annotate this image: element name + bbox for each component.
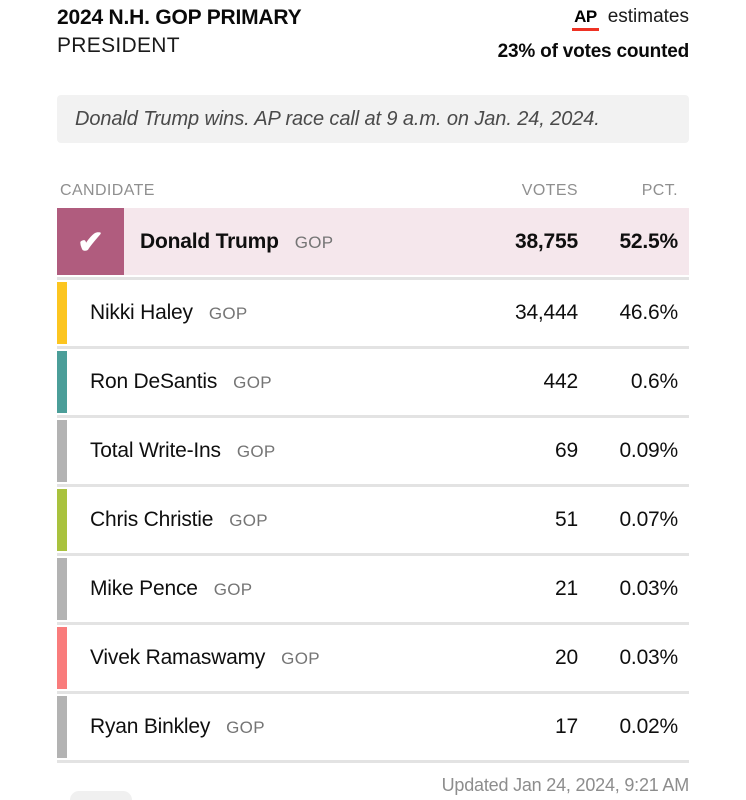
column-header-candidate: CANDIDATE [60,182,155,199]
votes-value: 17 [555,715,578,738]
pct-value: 0.03% [619,577,678,600]
table-row [57,558,689,620]
cutoff-legend-element [70,791,132,800]
check-icon: ✔ [77,223,104,260]
header [57,4,689,63]
table-row [57,627,689,689]
party-label: GOP [226,718,265,737]
race-call-banner [57,95,689,143]
race-title: 2024 N.H. GOP PRIMARY [57,6,302,29]
pct-value: 0.02% [619,715,678,738]
votes-counted-label: 23% of votes counted [497,41,689,62]
party-label: GOP [281,649,320,668]
table-row [57,696,689,758]
candidate-cell [57,577,458,601]
row-divider [57,622,689,625]
candidate-color-bar [57,351,67,413]
header-right [498,4,689,63]
candidate-cell [57,508,458,532]
candidate-cell [57,715,458,739]
row-divider [57,277,689,280]
column-header-votes: VOTES [521,182,578,199]
pct-value: 0.07% [619,508,678,531]
table-row [57,208,689,275]
votes-value: 21 [555,577,578,600]
pct-value: 0.6% [630,370,678,393]
updated-timestamp: Updated Jan 24, 2024, 9:21 AM [441,775,689,795]
table-header [57,181,689,201]
ap-estimates-line [498,6,689,31]
row-divider [57,346,689,349]
race-call-text: Donald Trump wins. AP race call at 9 a.m. on Jan. 24, 2024. [75,107,600,130]
pct-value: 52.5% [619,229,678,253]
candidate-name: Ryan Binkley [90,715,211,738]
candidate-color-bar [57,282,67,344]
candidate-cell [57,439,458,463]
party-label: GOP [294,232,334,252]
votes-value: 34,444 [514,301,578,324]
row-divider [57,691,689,694]
table-row [57,282,689,344]
candidate-name: Nikki Haley [90,301,193,324]
candidate-color-bar [57,489,67,551]
candidate-cell [57,646,458,670]
pct-value: 0.09% [619,439,678,462]
results-table-body [57,208,689,763]
column-header-pct: PCT. [641,182,678,199]
table-row [57,351,689,413]
row-divider [57,415,689,418]
candidate-color-bar [57,420,67,482]
row-divider [57,553,689,556]
candidate-name: Chris Christie [90,508,214,531]
title-block [57,4,301,60]
candidate-name: Vivek Ramaswamy [90,646,266,669]
table-row [57,489,689,551]
winner-check-square [57,208,124,275]
table-row [57,420,689,482]
ap-logo: AP [572,7,599,31]
candidate-color-bar [57,558,67,620]
pct-value: 0.03% [619,646,678,669]
candidate-color-bar [57,696,67,758]
votes-value: 38,755 [514,229,578,253]
votes-value: 69 [555,439,578,462]
party-label: GOP [229,511,268,530]
candidate-name: Ron DeSantis [90,370,218,393]
pct-value: 46.6% [619,301,678,324]
party-label: GOP [208,304,248,323]
row-divider [57,760,689,763]
party-label: GOP [233,373,272,392]
votes-value: 51 [555,508,578,531]
estimates-label: estimates [607,6,689,27]
party-label: GOP [236,442,276,461]
candidate-color-bar [57,627,67,689]
party-label: GOP [213,580,253,599]
candidate-name: Donald Trump [140,229,279,253]
candidate-name: Mike Pence [90,577,198,600]
votes-value: 20 [555,646,578,669]
votes-value: 442 [543,370,578,393]
race-office: PRESIDENT [57,34,180,57]
row-divider [57,484,689,487]
candidate-cell [57,370,458,394]
candidate-cell [57,301,458,325]
candidate-name: Total Write-Ins [90,439,221,462]
